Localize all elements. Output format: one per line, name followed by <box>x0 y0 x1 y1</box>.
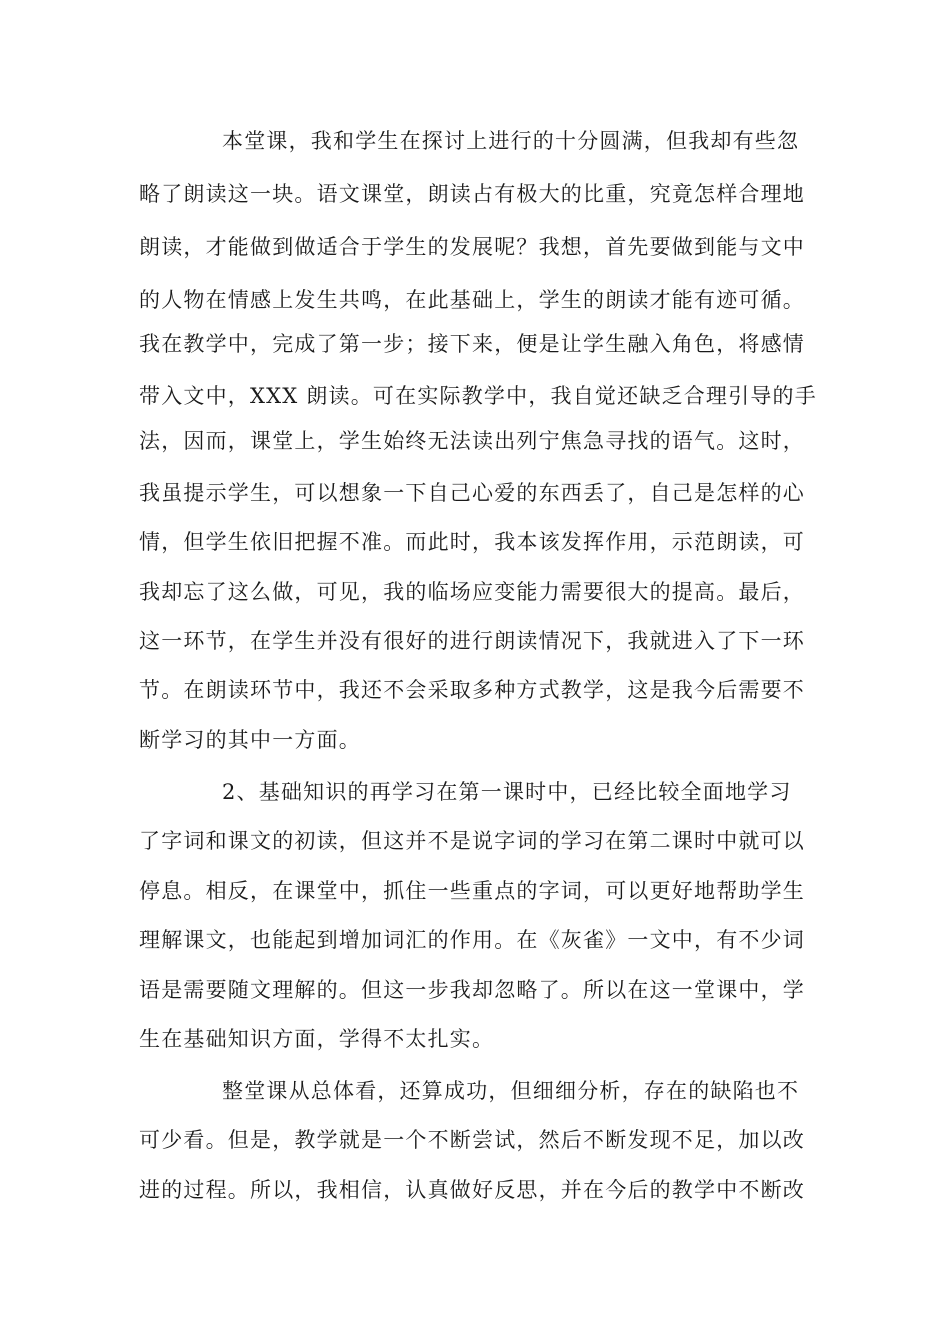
paragraph-2-line-3: 停息。相反，在课堂中，抓住一些重点的字词，可以更好地帮助学生 <box>139 879 805 903</box>
paragraph-2-line-1: 2、基础知识的再学习在第一课时中，已经比较全面地学习 <box>222 780 792 804</box>
paragraph-1-line-2: 略了朗读这一块。语文课堂，朗读占有极大的比重，究竟怎样合理地 <box>139 182 805 206</box>
paragraph-1-line-3: 朗读，才能做到做适合于学生的发展呢？我想，首先要做到能与文中 <box>139 235 805 259</box>
paragraph-1-line-13: 断学习的其中一方面。 <box>139 728 361 752</box>
paragraph-1-line-6: 带入文中，XXX 朗读。可在实际教学中，我自觉还缺乏合理引导的手 <box>139 384 817 408</box>
paragraph-3-line-1: 整堂课从总体看，还算成功，但细细分析，存在的缺陷也不 <box>222 1079 800 1103</box>
paragraph-3-line-3: 进的过程。所以，我相信，认真做好反思，并在今后的教学中不断改 <box>139 1178 805 1202</box>
paragraph-1-line-10: 我却忘了这么做，可见，我的临场应变能力需要很大的提高。最后， <box>139 580 805 604</box>
paragraph-1-line-1: 本堂课，我和学生在探讨上进行的十分圆满，但我却有些忽 <box>222 129 800 153</box>
paragraph-2-line-2: 了字词和课文的初读，但这并不是说字词的学习在第二课时中就可以 <box>139 829 805 853</box>
paragraph-2-line-6: 生在基础知识方面，学得不太扎实。 <box>139 1027 495 1051</box>
paragraph-1-line-7: 法，因而，课堂上，学生始终无法读出列宁焦急寻找的语气。这时， <box>139 429 805 453</box>
paragraph-2-line-4: 理解课文，也能起到增加词汇的作用。在《灰雀》一文中，有不少词 <box>139 928 805 952</box>
paragraph-1-line-4: 的人物在情感上发生共鸣，在此基础上，学生的朗读才能有迹可循。 <box>139 288 805 312</box>
paragraph-1-line-8: 我虽提示学生，可以想象一下自己心爱的东西丢了，自己是怎样的心 <box>139 481 805 505</box>
paragraph-2-line-5: 语是需要随文理解的。但这一步我却忽略了。所以在这一堂课中，学 <box>139 978 805 1002</box>
paragraph-3-line-2: 可少看。但是，教学就是一个不断尝试，然后不断发现不足，加以改 <box>139 1128 805 1152</box>
paragraph-1-line-5: 我在教学中，完成了第一步；接下来，便是让学生融入角色，将感情 <box>139 332 805 356</box>
paragraph-1-line-11: 这一环节，在学生并没有很好的进行朗读情况下，我就进入了下一环 <box>139 629 805 653</box>
paragraph-1-line-12: 节。在朗读环节中，我还不会采取多种方式教学，这是我今后需要不 <box>139 678 805 702</box>
paragraph-1-line-9: 情，但学生依旧把握不准。而此时，我本该发挥作用，示范朗读，可 <box>139 530 805 554</box>
